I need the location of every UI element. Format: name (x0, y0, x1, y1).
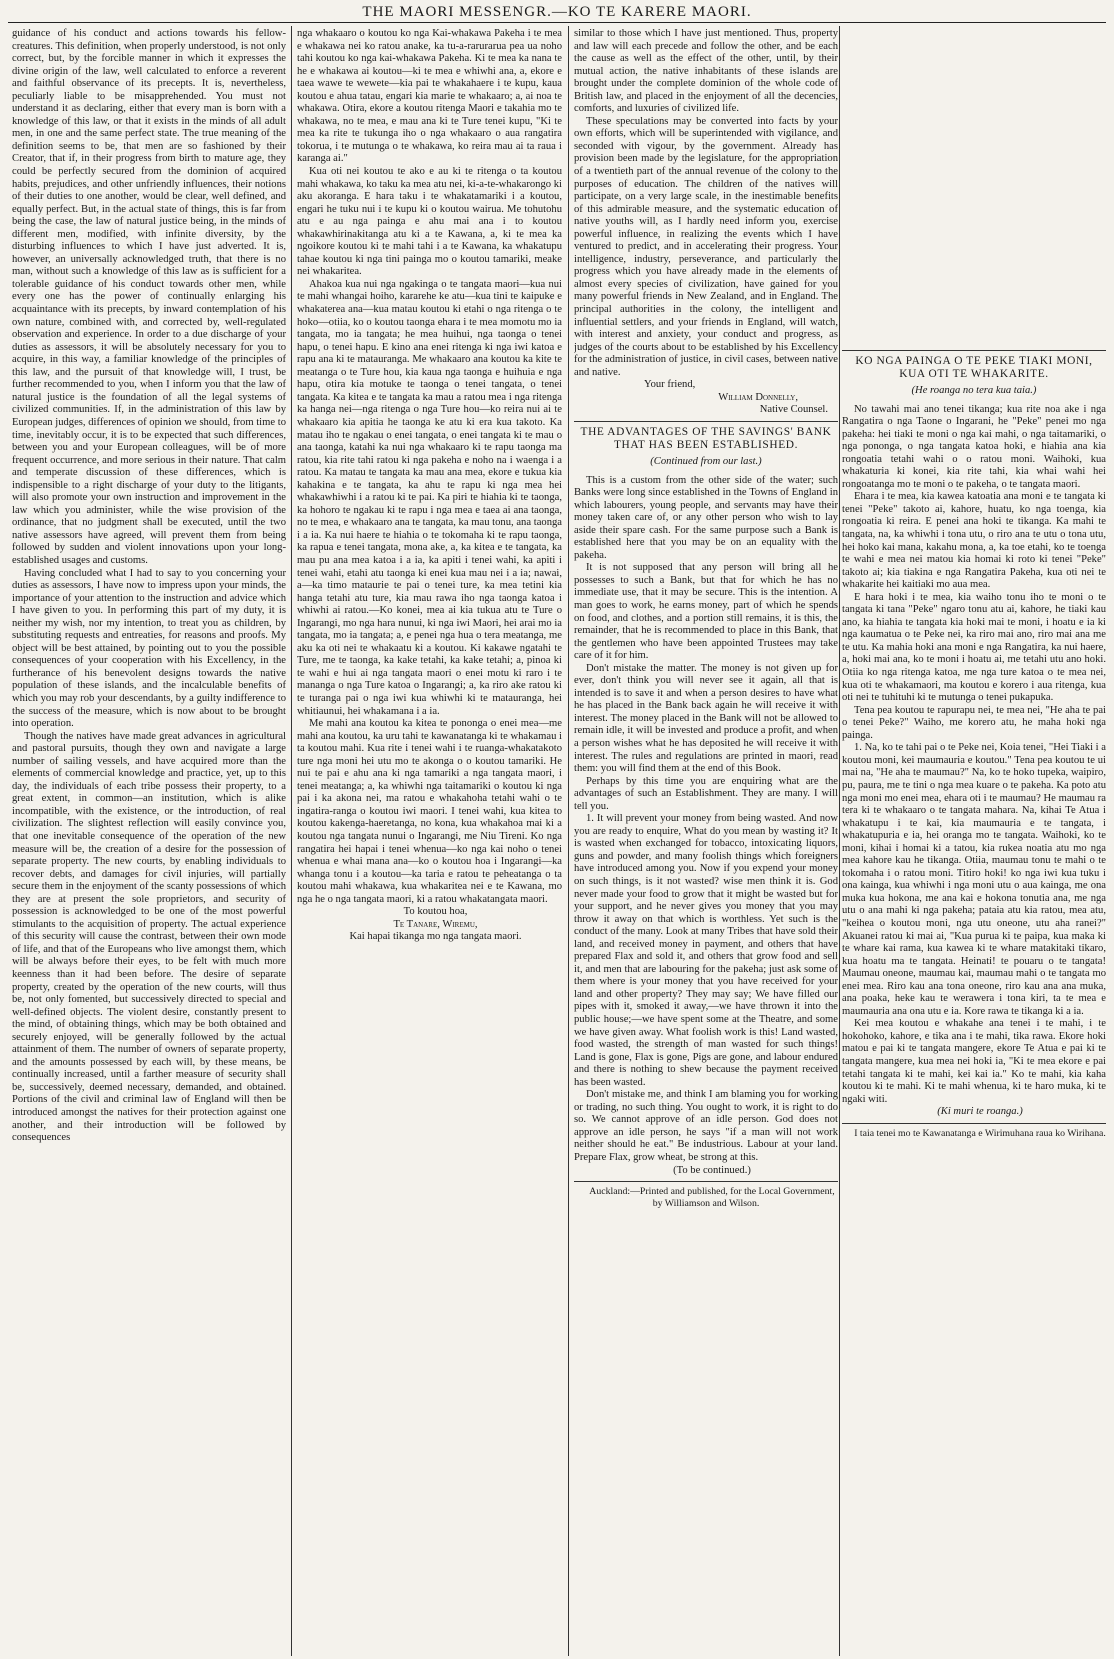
paragraph: E hara hoki i te mea, kia waiho tonu iho te moni o te tangata ki tana "Peke" ngaro tonu atu ai, kahore, he tiaki kau ano, ka hiahia te tangata kia hoki mai te moni, i hoatu e ia ki nga kaumatua o te Peke nei, ka riro mai ano, riro mai ana me te utu. Ka mahia hoki ana moni e nga Rangatira, ka nui haere, a, hoki mai ana, ko te moni i hoatu ai, me tetahi utu ano hoki. Otiia ko nga ritenga katoa, me nga ture katoa o te mea nei, kua oti te whakamaori, ma koutou e korero i aua ritenga, kua oti nei te tuhituhi ki te mutunga o tenei pukapuka. (842, 591, 1106, 704)
paragraph: Having concluded what I had to say to you concerning your duties as assessors, I have now to impress upon your minds, the importance of your attention to the instruction and advice which I have given to you. In performing this part of my duty, it is neither my wish, nor my intention, to treat you as children, by substituting requests and entreaties, for reasons and proofs. My object will be best attained, by pointing out to you the possible consequences of your cooperation with his Excellency, in the furtherance of his benevolent designs towards the native population of these islands, and the incalculable benefits of which you may rob your descendants, by a guilty indifference to the success of the measure, which is now about to be brought into operation. (12, 567, 286, 730)
paragraph: Ahakoa kua nui nga ngakinga o te tangata maori—kua nui te mahi whangai hoiho, kararehe ke atu—kua tini te kaipuke e whakaterea ana—kua matau koutou ki etahi o nga ritenga o te hoko—otiia, ko o koutou taonga ehara i te mea momotu mo ia tangata, mo ia tangata; he mea huihui, nga taonga o tenei hapu, o tenei hapu. E kino ana enei ritenga ki nga iwi katoa e rapu ana ki te matauranga. Me whakaaro ana koutou ka kite te meatanga o te Ture hou, kia kaua nga taonga e huihuia e nga hapu, otira kia motuke te taonga o tenei tangata, o tenei tangata. Ka kitea e te tangata ka mau a ratou mea i nga ritenga ka hanga nei—nga ritenga o nga Ture hou—ko reira nui ai te whakaaro kia apitia he taonga ke atu ki era kua takoto. Ka matau iho te ngakau o enei tangata, o enei tangata ki te mau o ana taonga, katahi ka nui nga whakaaro ki te rapu taonga ma ratou, kia rite tahi ratou ki nga pakeha e noho na i waenga i a ratou. Ka matau te tangata ka mau ana mea, ekore e tukua kia kahakina e te tangata, ka ahu te rapu ki nga mea hei whakawhiwhi i a ratou ki te pai. Ka piri te hiahia ki te taonga, ka hohoro te ngakau ki te rapu i nga mea e taea ai ana taonga, no te mea, e whakaaro ana te tangata, ka mau tonu, ana taonga i a ia. Ka nui haere te hiahia o te tokomaha ki te rapu taonga, ka rapua e tenei tangata, mona ake, a, ka kitea e te tangata, ka mau pu ana mea katoa i a ia, ka apiti i tenei wahi, ka apiti i tenei wahi, etahi atu taonga ki enei kua mau nei i a ia; nawai, a—ka timo mataurie te pai o tenei ture, ka mea tetini kia hanga tetahi atu ture, kia mau rawa iho nga taonga katoa i whiwhi ai ratou.—Ko konei, mea ai kia tukua atu te Ture o Ingarangi, mo nga hara nunui, ki nga iwi Maori, hei arai mo ia tangata, mo ia tangata; a, e penei nga hua o tera meatanga, me aku ka oti nei te whakaatu ki a koutou. Ki kakawe ngatahi te Ture, me te taonga, ka kake tetahi, ka kake tetahi; a, pinoa ki te wahi e hui ai nga tangata maori o enei motu ki raro i te mananga o nga Ture katoa o Ingarangi; a, ka riro ake ratou ki te turanga pai o nga iwi kua whiwhi ki te matauranga, hei whitiaunui, hei whakamana i a ia. (297, 278, 562, 717)
paragraph: Though the natives have made great advances in agricultural and pastoral pursuits, though they own and navigate a large number of sailing vessels, and have acquired more than the elements of commercial knowledge and practice, yet, up to this day, the individuals of each tribe possess their property, to a great extent, in common—an institution, which is alike incompatible, with the existence, or the introduction, of real civilization. The slightest reflection will easily convince you, that one inevitable consequence of the operation of the new measure will be, the creation of a desire for the possession of separate property. The new courts, by enabling individuals to recover debts, and damages for civil injuries, will partially secure them in the enjoyment of the scanty possessions of which they are at present the sole proprietors, and security of possession is acknowledged to be one of the most powerful stimulants to the acquisition of property. The actual experience of this security will cause the contrast, between their own mode of life, and that of the Europeans who live amongst them, which will be always before their eyes, to be felt with much more keenness than it had been before. The desire of separate property, created by the operation of the new courts, will thus be, not only fomented, but successively directed to special and well-defined objects. The violent desire, constantly present to the mind, of obtaining things, which may be both obtained and securely enjoyed, will be generally followed by the actual attainment of them. The number of owners of separate property, and the amounts possessed by each will, by these means, be continually increased, until a farther measure of security shall be, successively, deemed necessary, demanded, and obtained. Portions of the civil and criminal law of England will then be introduced amongst the natives for their protection against one another, and their introduction will be followed by consequences (12, 730, 286, 1144)
signature: Te Tanare, Wiremu, (393, 918, 478, 930)
paragraph: Don't mistake me, and think I am blaming you for working or trading, no such thing. You ought to work, it is right to do so. We cannot approve of an idle person. God does not approve an idle person, he says "if a man will not work neither should he eat." Be industrious. Labour at your land. Prepare Flax, grow wheat, be strong at this. (574, 1089, 838, 1164)
paragraph: This is a custom from the other side of the water; such Banks were long since established in the Towns of England in which labourers, young people, and servants may have their money taken care of, or any other person who wish to lay aside their spare cash. For the same purpose such a Bank is established here that you may be on an equality with the pakeha. (574, 474, 838, 561)
article-subheading: (He roanga no tera kua taia.) (911, 385, 1037, 396)
masthead-rule (8, 22, 1106, 23)
signature: William Donnelly, (718, 391, 798, 403)
imprint: I taia tenei mo te Kawanatanga e Wirimuhana raua ko Wirihana. (854, 1127, 1106, 1139)
paragraph: No tawahi mai ano tenei tikanga; kua rite noa ake i nga Rangatira o nga Taone o Ingarani, he "Peke" penei mo nga pakeha: hei tiaki te moni o nga kai mahi, o nga taitamariki, o nga pononga, o nga tangata katoa hoki, e hiahia ana kia rongoatia tetahi wahi o o ratou moni. Waihoki, kua whakaturia ki konei, kia rite tahi, kia whai wahi hei rongoatanga mo te moni o te pakeha, o te tangata maori. (842, 403, 1106, 490)
column-3-english (574, 28, 838, 1653)
paragraph: Don't mistake the matter. The money is not given up for ever, don't think you will never see it again, all that is intended is to save it and when a person desires to have what he has placed in the Bank back again he will receive it with interest. The money placed in the Bank will not be allowed to remain idle, it will be invested and produce a profit, and when a person wishes what he has deposited he will receive it with interest. The rules and regulations are printed in maori, read them: you will find them at the end of this Book. (574, 662, 838, 775)
column-1-english-address (12, 28, 286, 1653)
closing: To koutou hoa, (403, 906, 468, 918)
column-divider (839, 26, 840, 1656)
paragraph: similar to those which I have just mentioned. Thus, property and law will each precede and follow the other, and be each the cause as well as the effect of the other, until, by their mutual action, the native inhabitants of these islands are brought under the complete dominion of the whole code of British law, and placed in the enjoyment of all the decencies, comforts, and luxuries of civilized life. (574, 28, 838, 115)
paragraph: These speculations may be converted into facts by your own efforts, which will be superintended with vigilance, and seconded with vigour, by the government. Already has provision been made by the legislature, for the appropriation of a twentieth part of the annual revenue of the colony to the purposes of education. The children of the natives will participate, on a very large scale, in the inestimable benefits of this admirable measure, and the systematic education of native youths will, as I hardly need inform you, exercise powerful influence, in realizing the events which I have ventured to predict, and in accelerating their progress. Your intelligence, industry, perseverance, and particularly the progress which you have already made in the elements of almost every species of civilization, have gained for you many powerful friends in New Zealand, and in England. The principal authorities in the colony, the intelligent and influential settlers, and your friends in England, will watch, with interest and anxiety, your conduct and progress, as judges of the courts about to be established by his Excellency for the administration of justice, in civil cases, between native and native. (574, 115, 838, 378)
paragraph: It is not supposed that any person will bring all he possesses to such a Bank, but that for which he has no immediate use, that it may be secure. This is the intention. A man goes to work, he earns money, part of which he spends on food, and clothes, and a portion still remains, it is this, the remainder, that he is recommended to place in this Bank, that the gentlemen who have been appointed Trustees may take care of it for him. (574, 562, 838, 662)
signature-title: Native Counsel. (759, 404, 828, 416)
section-rule (842, 1123, 1106, 1124)
section-rule (574, 1181, 838, 1182)
closing: Your friend, (644, 379, 696, 391)
column-divider (568, 26, 569, 1656)
paragraph: Me mahi ana koutou ka kitea te pononga o enei mea—me mahi ana koutou, ka uru tahi te kawanatanga ki te whakamau i ta koutou mahi. Kua rite i tenei wahi i te ruanga-whakatakoto ture nga moni hei utu mo te akonga o o koutou tamariki. He nui te pai e ahu ana ki nga tamariki a nga tangata maori, i tenei meatanga; a, ka whiwhi nga taitamariki o koutou ki nga pai i ka akona nei, ma ratou e whakahoha tetahi wahi o te ingatira-ranga o koutou iwi maori. I tenei wahi, kua kitea to koutou kakenga-haeretanga, no kona, kua whakahoa mai ki a koutou nga tangata nunui o Ingarangi, me Niu Tireni. Ko nga rangatira hei hapai i tenei whenua—ko nga kai noho o tenei whenua e whai mana ana—ko o koutou hoa i Ingarangi—ka whanga tonu i a koutou—ka taria e ratou te peheatanga o ta koutou mahi whakawa, kua whakaritea nei e te Kawana, mo nga he o nga tangata maori, ki a ratou whakatangata maori. (297, 718, 562, 905)
paragraph: nga whakaaro o koutou ko nga Kai-whakawa Pakeha i te mea e whakawa nei ko ratou anake, ka tu-a-rarurarua pea ua noho tahi koutou ko nga kai-whakawa Pakeha. Ki te mea ka nana te he e whakawa ai koutou—ki te mea e whiwhi ana, a, ekore e taea wawe te wewete—kia pai te whakahaere i te kupu, kaua koutou e ahua tatau, engari kia marie te whakaaro; a, ai noa te whakawa. Otira, ekore a koutou ritenga Maori e takahia mo te whakawa, no te mea, e mau ana ki te Ture tenei kupu, "Ki te mea ka rite te tukunga iho o nga whakaaro o aua rangatira tokorua, i te mutunga o te whakawa, ko reira mau ai ta raua i karanga ai." (297, 28, 562, 165)
to-be-continued: (Ki muri te roanga.) (937, 1106, 1023, 1118)
article-subheading: (Continued from our last.) (650, 455, 762, 467)
signature-title: Kai hapai tikanga mo nga tangata maori. (349, 931, 522, 943)
column-2-maori-address (297, 28, 562, 1653)
masthead: THE MAORI MESSENGR.—KO TE KARERE MAORI. (362, 4, 752, 20)
blank-space (842, 28, 1106, 346)
paragraph: Kei mea koutou e whakahe ana tenei i te mahi, i te hokohoko, kahore, e tika ana i te mahi, tika rawa. Ekore hoki matou e pai ki te tangata mangere, ekore Te Atua e pai ki te tangata mangere, kua mea nei hoki ia, "Ki te mea ekore e pai tetahi tangata ki te mahi, kei kai ia." Ko te mahi, kia kaha koutou ki te mahi. Ki te mahi whenua, ki te haro muka, ki te ngaki witi. (842, 1018, 1106, 1105)
column-4-maori (842, 28, 1106, 1653)
paragraph: Perhaps by this time you are enquiring what are the advantages of such an Establishment. They are many. I will tell you. (574, 775, 838, 812)
article-heading: KO NGA PAINGA O TE PEKE TIAKI MONI, KUA OTI TE WHAKARITE. (855, 355, 1093, 380)
section-rule (574, 421, 838, 422)
article-heading: THE ADVANTAGES OF THE SAVINGS' BANK THAT HAS BEEN ESTABLISHED. (580, 425, 832, 451)
paragraph: 1. It will prevent your money from being wasted. And now you are ready to enquire, What do you mean by wasting it? It is wasted when exchanged for tobacco, intoxicating liquors, guns and powder, and many foolish things which foreigners have introduced among you. Now if you expend your money on such things, is it not wasted? wise men think it is. God never made your food to grow that it might be wasted but for your support, and he never gives you money that you may throw it away on that which is worthless. Yet such is the conduct of the many. Look at many Tribes that have sold their land, and received money in payment, and others that have prepared Flax and sold it, and others that grow food and sell it, and men that are labouring for the pakeha; just ask some of them where is your money that you have received for your land and other property? They may say; We have filled our pipes with it, smoked it away,—we have thrown it into the public house;—we have spent some at the Theatre, and some we have given away. What foolish work is this! Land wasted, food wasted, the strength of man wasted for such things! Land is gone, Flax is gone, Pigs are gone, and labour endured and there is nothing to shew because the payment received has been wasted. (574, 813, 838, 1088)
imprint: Auckland:—Printed and published, for the Local Government, by Williamson and Wilson. (589, 1186, 835, 1209)
paragraph: guidance of his conduct and actions towards his fellow-creatures. This definition, when properly understood, is not only correct, but, by the forcible manner in which it expresses the divine origin of the law, well calculated to enforce a reverent and faithful observance of its precepts. It is, nevertheless, peculiarly liable to be misapprehended. You must not understand it as declaring, either that every man is born with a knowledge of this law, or that it exists in the minds of all adult men, in one and the same perfect state. The true meaning of the definition seems to be, that men are so fashioned by their Creator, that if, in their progress from birth to mature age, they could be perfectly secured from the dominion of acquired habits, prejudices, and other unfriendly influences, their notions of their duties to one another, would be clear, well defined, and equally perfect. But, in the actual state of things, this is far from being the case, the law of natural justice being, in the minds of different men, modified, with infinite diversity, by the disturbing influences to which I have just adverted. It is, however, an universally acknowledged truth, that there is no man, without such a knowledge of this law as is sufficient for a tolerable guidance of his conduct towards other men, while every one has the power of continually enlarging his acquaintance with its precepts, by inward contemplation of his own nature, combined with, and corrected by, well-regulated observation and experience. In order to a due discharge of your duties as assessors, it will be absolutely necessary for you to acquire, in this way, a familiar knowledge of the principles of this law, and the pursuit of that knowledge will, I trust, be further recommended to you, when I inform you that the law of natural justice is the foundation of all the legal systems of civilized communities. If, in the administration of this law by European judges, differences of opinion we should, from time to time, inevitably occur, it is to be expected that such differences, between you and your European colleagues, will be of more frequent occurrence, and more serious in their nature. That calm and temperate discussion of these differences, which is indispensible to a right discharge of your duty to the litigants, will also promote your own instruction and improvement in the law which you administer, while the wise provision of the ordinance, that no judgment shall be executed, until the two native assessors have agreed, will prevent them from being followed by sudden and violent innovations upon your long-established usages and customs. (12, 28, 286, 566)
paragraph: Kua oti nei koutou te ako e au ki te ritenga o ta koutou mahi whakawa, ko taku ka mea atu nei, ki-a-te-whakarongo ki aku akoranga. E hara taku i te whakatamariki i a koutou, engari he tuku nui i te kupu ki o koutou wairua. Me tohutohu atu e au nga painga e ahu mai ana i to koutou whakawhirinakitanga atu ki a te Kawana, a, ki te mea ka ngoikore koutou ki te mahi tahi i a te Kawana, ka whakatupu tahae koutou ki nga tini painga mo o koutou tamariki, meake nei whakaritea. (297, 166, 562, 278)
paragraph: Ehara i te mea, kia kawea katoatia ana moni e te tangata ki tenei "Peke" takoto ai, kahore, huatu, ko nga toenga, kia rongoatia ki reira. E penei ana hoki te tikanga. Ka mahi te tangata, na, ka whiwhi i tona utu, o riro ana te utu o tona utu, hei hoko kai mana, kakahu mona, a, ka toe etahi, ko te toenga te wahi e mea nei matou kia homai ki roto ki tenei "Peke" takoto ai; kia tiakina e nga Rangatira Pakeha, kua oti nei te whakarite hei kaitiaki mo aua mea. (842, 491, 1106, 591)
paragraph: Tena pea koutou te rapurapu nei, te mea nei, "He aha te pai o tenei Peke?" Waiho, me korero atu, he maha hoki nga painga. (842, 704, 1106, 741)
section-rule (842, 350, 1106, 351)
paragraph: 1. Na, ko te tahi pai o te Peke nei, Koia tenei, "Hei Tiaki i a koutou moni, kei maumauria e koutou." Tena pea koutou te ui mai na, "He aha te maumau?" Na, ko te hoko tupeka, waipiro, pu, paura, me te tini o nga mea kuare o te pakeha. Ka poto atu nga moni mo enei mea, ehara oti i te maumau? He maumau ra tera ki te whakaaro o te tangata mahara. Na, kihai Te Atua i whakatupu i te kai, kia maumauria e te tangata, i whakatupuria e ia, hei oranga mo te tangata. Waihoki, ko te moni, kihai i homai ki a tatou, kia rukea noatia atu mo nga mea kahore kau he tikanga. Otiia, maumau tonu te mahi o te tokomaha i o ratou moni. Titiro hoki! ko nga iwi kua tuku i ona kainga, kua whiwhi i nga moni utu o aua kainga, me ona muka kua hokona, me ana kai e hokona tonutia ana, me nga utu o ana mahi ki nga pakeha; pataia atu kia ratou, mea atu, "keihea o koutou moni, nga utu oneone, utu aha ranei?" Akuanei ratou ki mai ai, "Kua purua ki te paipa, kua maka ki te whare kai rama, kua kawea ki te whare matakitaki tikaro, kua hoatu ma te tangata. Heinati! te pouaru o te tangata! Maumau oneone, maumau kai, maumau mahi o te tangata mo enei mea. Riro kau ana tona oneone, riro kau ana ana muka, ana poaka, heke kau te werawera i tona kiri, ta te mea e maumauria ana ona utu e ia. Kore rawa te tikanga ki a ia. (842, 742, 1106, 1017)
to-be-continued: (To be continued.) (673, 1164, 751, 1176)
column-divider (291, 26, 292, 1656)
